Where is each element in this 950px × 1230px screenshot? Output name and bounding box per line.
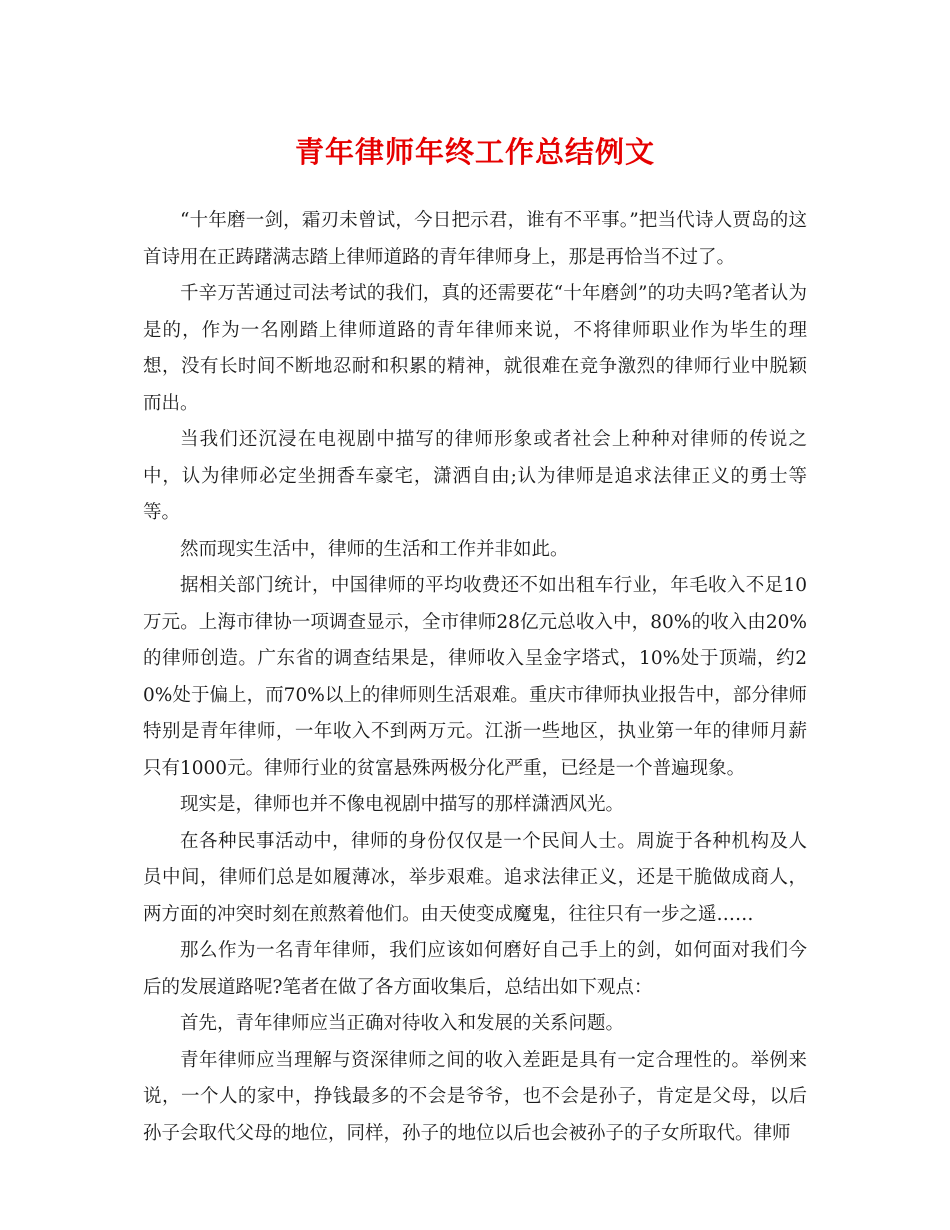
document-body	[143, 203, 807, 1152]
paragraph: 在各种民事活动中，律师的身份仅仅是一个民间人士。周旋于各种机构及人员中间，律师们总是如履薄冰，举步艰难。追求法律正义，还是干脆做成商人，两方面的冲突时刻在煎熬着他们。由天使变成魔鬼，往往只有一步之遥……	[143, 830, 807, 925]
document-title: 青年律师年终工作总结例文	[294, 135, 655, 169]
paragraph: 当我们还沉浸在电视剧中描写的律师形象或者社会上种种对律师的传说之中，认为律师必定坐拥香车豪宅，潇洒自由;认为律师是追求法律正义的勇士等等。	[143, 429, 807, 523]
paragraph: 据相关部门统计，中国律师的平均收费还不如出租车行业，年毛收入不足10万元。上海市律协一项调查显示，全市律师28亿元总收入中，80%的收入由20%的律师创造。广东省的调查结果是，律师收入呈金字塔式，10%处于顶端，约20%处于偏上，而70%以上的律师则生活艰难。重庆市律师执业报告中，部分律师特别是青年律师，一年收入不到两万元。江浙一些地区，执业第一年的律师月薪只有1000元。律师行业的贫富悬殊两极分化严重，已经是一个普遍现象。	[143, 575, 807, 779]
paragraph: 现实是，律师也并不像电视剧中描写的那样潇洒风光。	[180, 794, 625, 815]
paragraph: 千辛万苦通过司法考试的我们，真的还需要花“十年磨剑”的功夫吗?笔者认为是的，作为一名刚踏上律师道路的青年律师来说，不将律师职业作为毕生的理想，没有长时间不断地忍耐和积累的精神，就很难在竞争激烈的律师行业中脱颖而出。	[143, 283, 807, 414]
paragraph: 青年律师应当理解与资深律师之间的收入差距是具有一定合理性的。举例来说，一个人的家中，挣钱最多的不会是爷爷，也不会是孙子，肯定是父母，以后孙子会取代父母的地位，同样，孙子的地位以后也会被孙子的子女所取代。律师	[143, 1049, 807, 1144]
paragraph: 那么作为一名青年律师，我们应该如何磨好自己手上的剑，如何面对我们今后的发展道路呢?笔者在做了各方面收集后，总结出如下观点：	[143, 940, 807, 998]
paragraph: 然而现实生活中，律师的生活和工作并非如此。	[180, 538, 569, 560]
paragraph: “十年磨一剑，霜刃未曾试，今日把示君，谁有不平事。”把当代诗人贾岛的这首诗用在正踌躇满志踏上律师道路的青年律师身上，那是再恰当不过了。	[143, 210, 807, 268]
paragraph: 首先，青年律师应当正确对待收入和发展的关系问题。	[180, 1013, 625, 1034]
